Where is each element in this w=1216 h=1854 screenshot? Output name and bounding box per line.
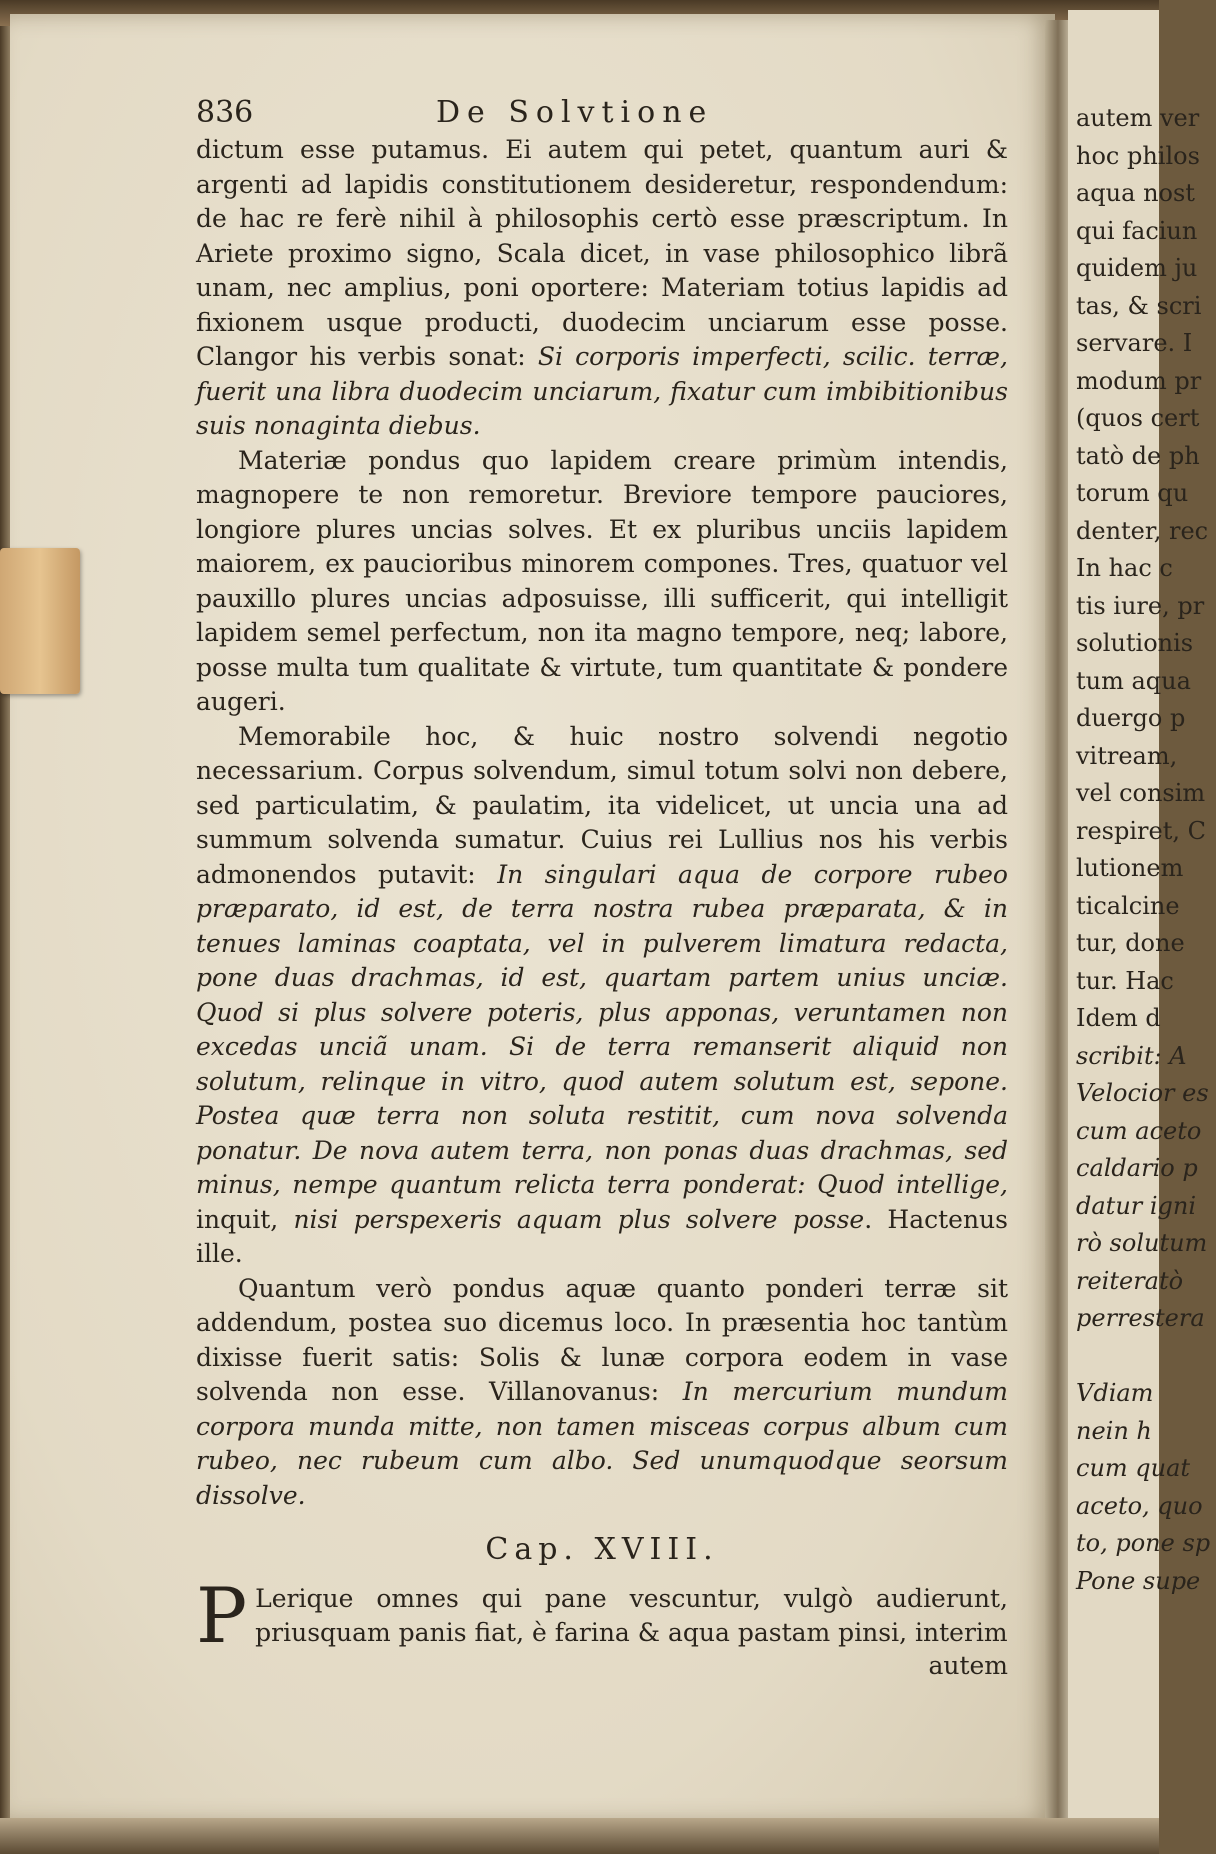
italic-quotation: Si corporis imperfecti, scilic. terræ, fuerit una libra duodecim unciarum, fixatur cum imbibitionibus suis nonaginta diebus. xyxy=(196,342,1008,440)
facing-page-line: autem ver xyxy=(1076,104,1200,132)
italic-quotation: In mercurium mundum corpora munda mitte, non tamen misceas corpus album cum rubeo, nec rubeum cum albo. Sed unumquodque seorsum dissolve. xyxy=(196,1377,1008,1510)
facing-page-line: aqua nost xyxy=(1076,179,1195,207)
drop-cap: P xyxy=(196,1570,248,1660)
text-segment: Quantum verò pondus aquæ quanto ponderi terræ sit addendum, postea suo dicemus loco. In præsentia hoc tantùm dixisse fuerit satis: Solis & lunæ corpora eodem in vase solvenda non esse. Villanovanus: xyxy=(196,1273,1008,1406)
facing-page-line: Vdiam xyxy=(1076,1379,1154,1407)
paragraph xyxy=(196,1272,1008,1514)
facing-page-line: In hac c xyxy=(1076,554,1173,582)
chapter-first-paragraph xyxy=(196,1570,1008,1660)
book-edge-bottom xyxy=(0,1818,1159,1854)
facing-page-line: vitream, xyxy=(1076,741,1178,770)
facing-page-line: caldario p xyxy=(1076,1154,1198,1182)
paragraph xyxy=(196,720,1008,1272)
facing-page-line: datur igni xyxy=(1076,1191,1197,1220)
running-head xyxy=(196,95,1008,133)
facing-page-line: denter, rec xyxy=(1076,516,1209,545)
text-segment: Materiæ pondus quo lapidem creare primùm intendis, magnopere te non remoretur. Breviore tempore pauciores, longiore plures uncias solves. Et ex pluribus unciis lapidem maiorem, ex paucioribus minorem compones. Tres, quatuor vel pauxillo plures uncias adposuisse, illi sufficerit, qui intelligit lapidem semel perfectum, non ita magno tempore, neq; labore, posse multa tum qualitate & virtute, tum quantitate & pondere augeri. xyxy=(196,445,1008,716)
facing-page-line: tum aqua xyxy=(1076,666,1191,695)
text-segment: Memorabile hoc, & huic nostro solvendi negotio necessarium. Corpus solvendum, simul totum solvi non debere, sed particulatim, & paulatim, ita videlicet, ut uncia una ad summum solvenda sumatur. Cuius rei Lullius nos his verbis admonendos putavit: xyxy=(196,721,1008,889)
catchword: autem xyxy=(928,1650,1008,1680)
facing-page-line: rò solutum xyxy=(1076,1229,1208,1257)
body-text xyxy=(196,133,1008,1681)
facing-page-line: solutionis xyxy=(1076,629,1194,657)
facing-page-line: tas, & scri xyxy=(1076,291,1202,320)
facing-page-line: duergo p xyxy=(1076,704,1186,732)
page-text-block xyxy=(196,95,1008,1681)
facing-page-line: cum quat xyxy=(1076,1454,1191,1482)
facing-page-line: torum qu xyxy=(1076,479,1189,507)
facing-page-line: reiteratò xyxy=(1076,1266,1184,1295)
facing-page-line: Idem d xyxy=(1076,1004,1161,1032)
facing-page-line: tur, done xyxy=(1076,929,1185,957)
facing-page-line: tur. Hac xyxy=(1076,966,1174,995)
chapter-heading: Cap. XVIII. xyxy=(485,1532,719,1567)
page-number: 836 xyxy=(196,95,254,130)
paragraph xyxy=(196,133,1008,444)
text-segment: dictum esse putamus. Ei autem qui petet, quantum auri & argenti ad lapidis constitutionem desideretur, respondendum: de hac re ferè nihil à philosophis certò esse præscriptum. In Ariete proximo signo, Scala dicet, in vase philosophico librã unam, nec amplius, poni oportere: Materiam totius lapidis ad fixionem usque producti, duodecim unciarum esse posse. Clangor his verbis sonat: xyxy=(196,135,1008,371)
facing-page-line: tatò de ph xyxy=(1076,441,1200,470)
facing-page-line: hoc philos xyxy=(1076,141,1200,170)
facing-page xyxy=(1068,10,1211,1820)
facing-page-line: Pone supe xyxy=(1076,1566,1201,1595)
paragraph xyxy=(196,444,1008,720)
running-title: De Solvtione xyxy=(436,95,714,130)
facing-page-line: ticalcine xyxy=(1076,891,1180,920)
chapter-text: Lerique omnes qui pane vescuntur, vulgò audierunt, priusquam panis fiat, è farina & aqua pastam pinsi, interim xyxy=(255,1583,1008,1647)
facing-page-line: vel consim xyxy=(1076,779,1206,807)
facing-page-line: nein h xyxy=(1076,1416,1152,1445)
facing-page-line: Velocior es xyxy=(1076,1079,1209,1107)
facing-page-line: (quos cert xyxy=(1076,404,1200,432)
text-segment: inquit, xyxy=(196,1204,294,1234)
bookmark-tab xyxy=(0,548,80,694)
facing-page-line: qui faciun xyxy=(1076,216,1198,245)
italic-quotation: nisi perspexeris aquam plus solvere posse xyxy=(293,1204,865,1234)
text-segment: . Hactenus ille. xyxy=(196,1204,1008,1268)
facing-page-line xyxy=(1076,1338,1216,1376)
facing-page-line: cum aceto xyxy=(1076,1116,1202,1145)
facing-page-line: aceto, quo xyxy=(1076,1491,1203,1520)
italic-quotation: In singulari aqua de corpore rubeo præparato, id est, de terra nostra rubea præparata, & in tenues laminas coaptata, vel in pulverem limatura redacta, pone duas drachmas, id est, quartam partem unius unciæ. Quod si plus solvere poteris, plus apponas, veruntamen non excedas unciã unam. Si de terra remanserit aliquid non solutum, relinque in vitro, quod autem solutum est, sepone. Postea quæ terra non soluta restitit, cum nova solvenda ponatur. De nova autem terra, non ponas duas drachmas, sed minus, nempe quantum relicta terra ponderat: Quod intellige, xyxy=(196,859,1008,1199)
facing-page-line: to, pone sp xyxy=(1076,1529,1211,1557)
facing-page-line: tis iure, pr xyxy=(1076,591,1205,620)
facing-page-text xyxy=(1076,100,1216,1600)
facing-page-line: servare. I xyxy=(1076,329,1193,357)
facing-page-line: lutionem xyxy=(1076,854,1184,882)
facing-page-line: scribit: A xyxy=(1076,1041,1187,1070)
facing-page-line: quidem ju xyxy=(1076,254,1198,282)
facing-page-line: respiret, C xyxy=(1076,816,1206,845)
facing-page-line: modum pr xyxy=(1076,366,1202,395)
facing-page-line: perrestera xyxy=(1076,1304,1205,1332)
